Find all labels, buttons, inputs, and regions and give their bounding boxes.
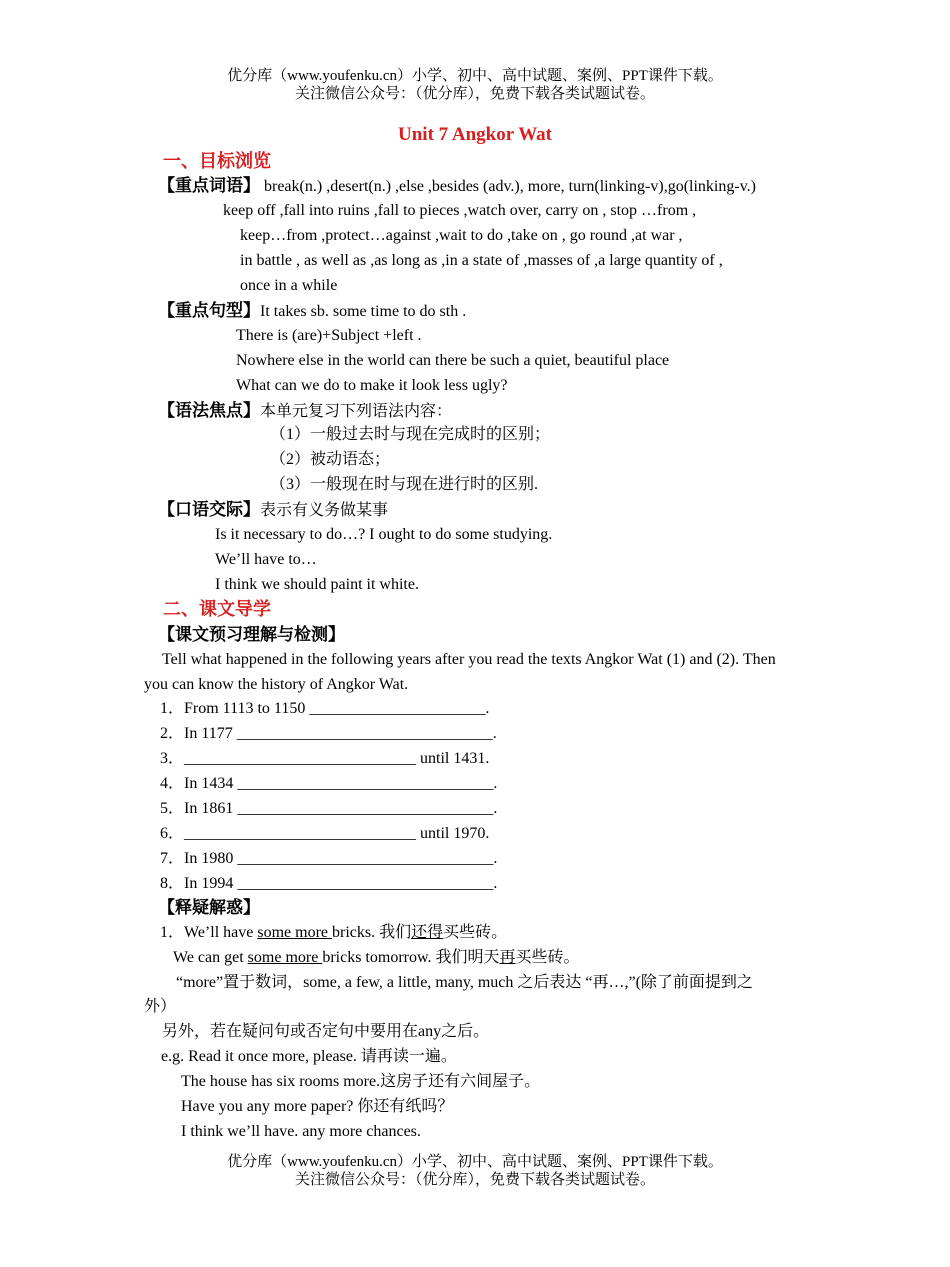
sentences-label: 【重点句型】 — [158, 301, 260, 320]
preview-label: 【课文预习理解与检测】 — [158, 625, 345, 644]
footer-line-2: 关注微信公众号：（优分库），免费下载各类试题试卷。 — [294, 1172, 655, 1188]
grammar-item-2: （2）被动语态； — [270, 451, 391, 468]
vocab-line-1: break(n.) ,desert(n.) ,else ,besides (adv.), more, turn(linking-v),go(linking-v.) — [260, 178, 756, 195]
underlined-text: some more — [247, 949, 323, 966]
list-item: 5．In 1861 ________________________________. — [160, 800, 498, 817]
oral-row — [158, 500, 388, 521]
sentences-row — [158, 301, 466, 322]
vocab-line-5: once in a while — [240, 277, 338, 294]
explain-line-3: “more”置于数词，some, a few, a little, many, much 之后表达 “再…,”(除了前面提到之 — [176, 974, 753, 991]
list-item: 6．_____________________________ until 1970. — [160, 825, 490, 842]
underlined-text: some more — [257, 924, 333, 941]
list-item: 1．From 1113 to 1150 ______________________. — [160, 700, 490, 717]
explain-line-1 — [160, 923, 507, 943]
grammar-intro: 本单元复习下列语法内容： — [260, 403, 453, 420]
header-line-1: 优分库（www.youfenku.cn）小学、初中、高中试题、案例、PPT课件下载。 — [227, 68, 723, 84]
grammar-item-1: （1）一般过去时与现在完成时的区别； — [270, 426, 551, 443]
preview-paragraph-2: you can know the history of Angkor Wat. — [144, 676, 409, 693]
oral-line-3: I think we should paint it white. — [215, 576, 419, 593]
sentences-line-4: What can we do to make it look less ugly? — [236, 377, 508, 394]
list-item: 8．In 1994 ________________________________. — [160, 875, 498, 892]
sentences-line-1: It takes sb. some time to do sth . — [260, 303, 467, 320]
explain-label: 【释疑解惑】 — [158, 898, 260, 917]
section-1-heading: 一、目标浏览 — [163, 151, 271, 171]
explain-line-2 — [173, 948, 580, 968]
example-line-4: I think we’ll have. any more chances. — [181, 1123, 421, 1140]
underlined-text: 还得 — [411, 924, 444, 941]
vocab-line-3: keep…from ,protect…against ,wait to do ,take on , go round ,at war , — [240, 227, 683, 244]
grammar-row — [158, 401, 452, 422]
explain-line-5: 另外，若在疑问句或否定句中要用在any之后。 — [162, 1023, 490, 1040]
example-line-3: Have you any more paper? 你还有纸吗？ — [181, 1098, 454, 1115]
oral-line-2: We’ll have to… — [215, 551, 317, 568]
section-2-heading: 二、课文导学 — [163, 599, 271, 619]
underlined-text: 再 — [499, 949, 516, 966]
text-segment: We can get — [173, 949, 248, 966]
text-segment: bricks tomorrow. 我们明天 — [322, 949, 500, 966]
explain-line-4: 外） — [144, 998, 177, 1015]
text-segment: 买些砖。 — [515, 949, 580, 966]
vocab-line-4: in battle , as well as ,as long as ,in a state of ,masses of ,a large quantity of , — [240, 252, 723, 269]
sentences-line-2: There is (are)+Subject +left . — [236, 327, 422, 344]
header-line-2: 关注微信公众号：（优分库），免费下载各类试题试卷。 — [294, 86, 655, 102]
preview-paragraph-1: Tell what happened in the following years after you read the texts Angkor Wat (1) and (2). Then — [162, 651, 776, 668]
footer-line-1: 优分库（www.youfenku.cn）小学、初中、高中试题、案例、PPT课件下载。 — [227, 1154, 723, 1170]
vocab-row — [158, 176, 756, 197]
sentences-line-3: Nowhere else in the world can there be such a quiet, beautiful place — [236, 352, 670, 369]
oral-line-1: Is it necessary to do…? I ought to do some studying. — [215, 526, 553, 543]
list-item: 7．In 1980 ________________________________. — [160, 850, 498, 867]
text-segment: 1．We’ll have — [160, 924, 258, 941]
text-segment: 买些砖。 — [443, 924, 508, 941]
grammar-item-3: （3）一般现在时与现在进行时的区别. — [270, 476, 539, 493]
vocab-label: 【重点词语】 — [158, 176, 260, 195]
list-item: 4．In 1434 ________________________________. — [160, 775, 498, 792]
list-item: 3．_____________________________ until 1431. — [160, 750, 490, 767]
oral-intro: 表示有义务做某事 — [260, 502, 389, 519]
text-segment: bricks. 我们 — [332, 924, 412, 941]
example-line-2: The house has six rooms more.这房子还有六间屋子。 — [181, 1073, 541, 1090]
oral-label: 【口语交际】 — [158, 500, 260, 519]
page-title: Unit 7 Angkor Wat — [398, 124, 552, 145]
vocab-line-2: keep off ,fall into ruins ,fall to pieces ,watch over, carry on , stop …from , — [223, 202, 697, 219]
list-item: 2．In 1177 ________________________________. — [160, 725, 497, 742]
grammar-label: 【语法焦点】 — [158, 401, 260, 420]
example-line-1: e.g. Read it once more, please. 请再读一遍。 — [161, 1048, 457, 1065]
